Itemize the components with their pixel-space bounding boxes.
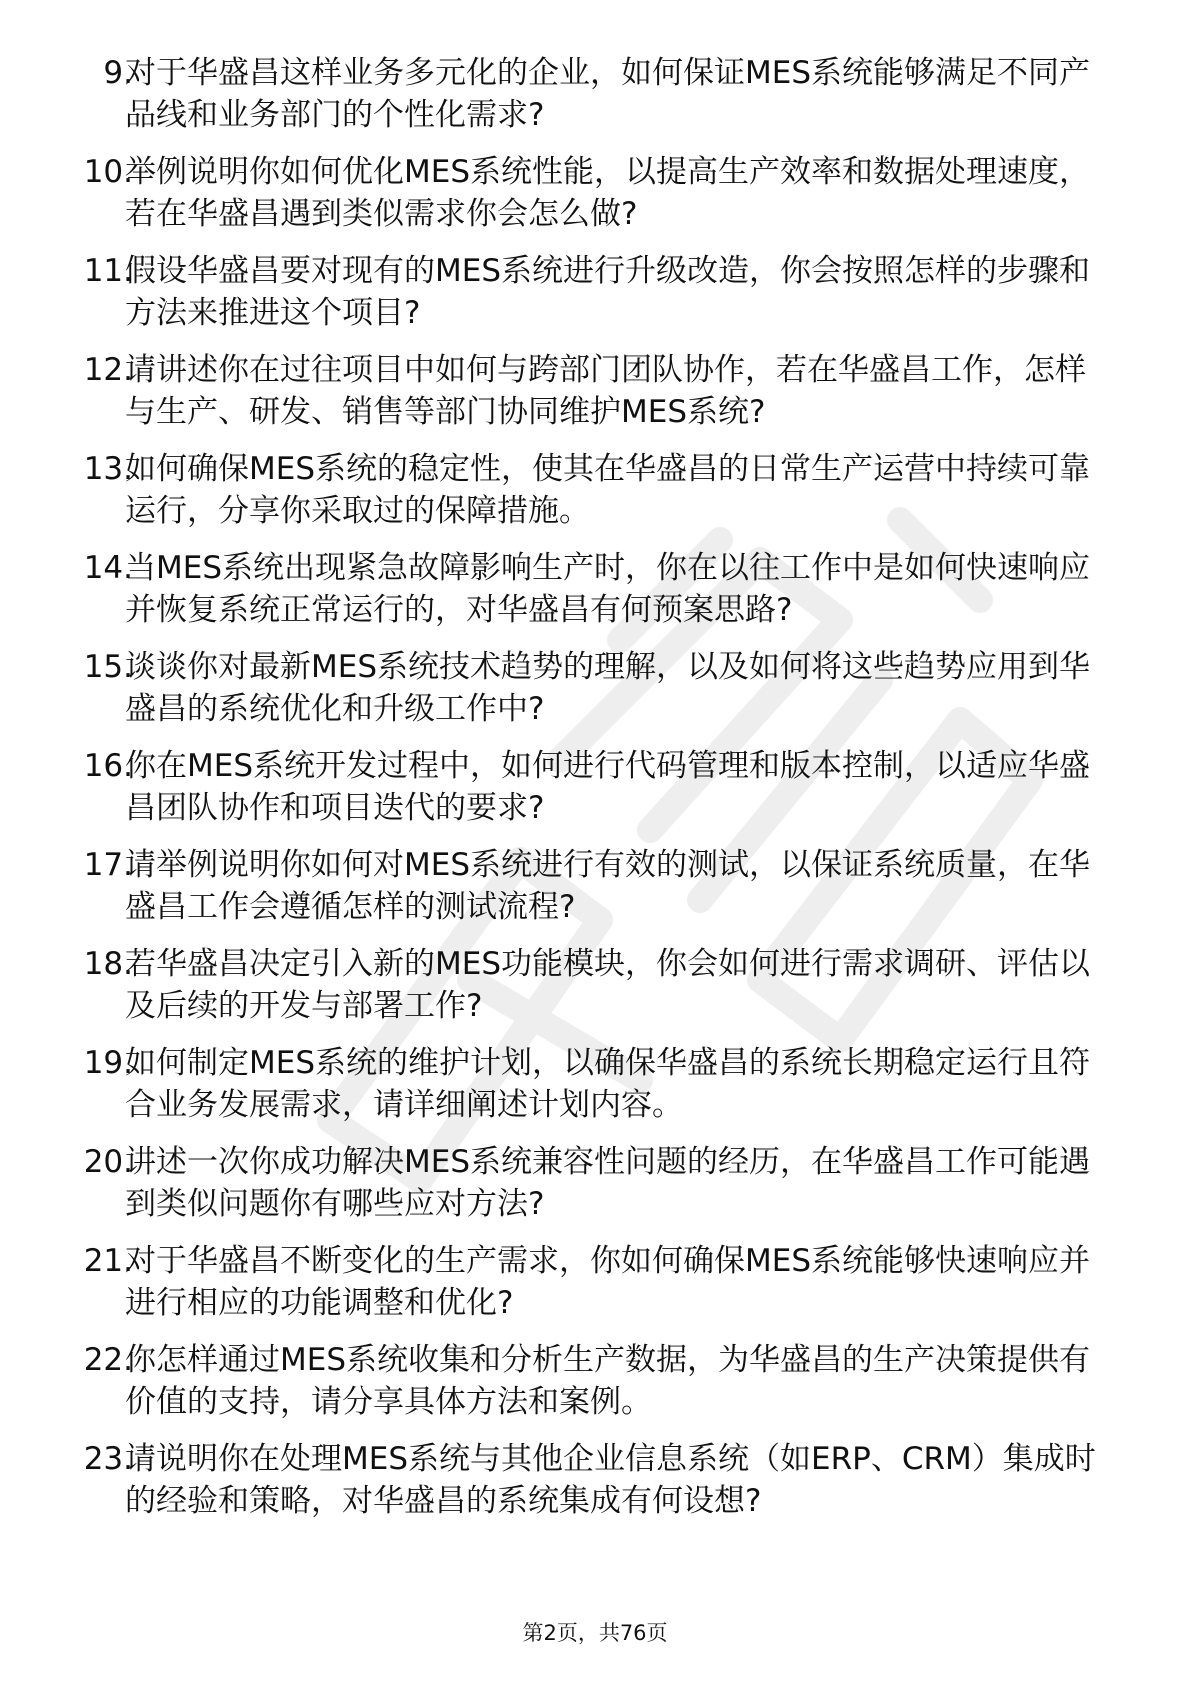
question-text: 谈谈你对最新MES系统技术趋势的理解，以及如何将这些趋势应用到华盛昌的系统优化和升级工作中? — [125, 649, 1091, 727]
list-item — [0, 52, 1190, 148]
question-number: 20. — [83, 1144, 133, 1180]
question-number: 9. — [103, 55, 133, 91]
list-item — [0, 1240, 1190, 1336]
question-number: 13. — [83, 451, 133, 487]
question-text: 当MES系统出现紧急故障影响生产时，你在以往工作中是如何快速响应并恢复系统正常运行的，对华盛昌有何预案思路? — [125, 550, 1091, 628]
question-number: 17. — [83, 847, 133, 883]
question-text: 你在MES系统开发过程中，如何进行代码管理和版本控制，以适应华盛昌团队协作和项目迭代的要求? — [125, 748, 1091, 826]
question-text: 你怎样通过MES系统收集和分析生产数据，为华盛昌的生产决策提供有价值的支持，请分享具体方法和案例。 — [125, 1342, 1091, 1420]
question-number: 15. — [83, 649, 133, 685]
question-text: 讲述一次你成功解决MES系统兼容性问题的经历，在华盛昌工作可能遇到类似问题你有哪些应对方法? — [125, 1144, 1091, 1222]
question-text: 请讲述你在过往项目中如何与跨部门团队协作，若在华盛昌工作，怎样与生产、研发、销售等部门协同维护MES系统? — [125, 352, 1086, 430]
list-item — [0, 151, 1190, 247]
list-item — [0, 1042, 1190, 1138]
list-item — [0, 1141, 1190, 1237]
question-number: 12. — [83, 352, 133, 388]
list-item — [0, 943, 1190, 1039]
page-number-footer: 第2页，共76页 — [522, 1621, 668, 1645]
question-text: 请举例说明你如何对MES系统进行有效的测试，以保证系统质量，在华盛昌工作会遵循怎样的测试流程? — [125, 847, 1091, 925]
list-item — [0, 547, 1190, 643]
question-number: 23. — [83, 1441, 133, 1477]
list-item — [0, 1339, 1190, 1435]
question-text: 假设华盛昌要对现有的MES系统进行升级改造，你会按照怎样的步骤和方法来推进这个项目? — [125, 253, 1091, 331]
question-number: 22. — [83, 1342, 133, 1378]
list-item — [0, 250, 1190, 346]
list-item — [0, 1438, 1190, 1534]
list-item — [0, 844, 1190, 940]
question-number: 14. — [83, 550, 133, 586]
question-text: 对于华盛昌这样业务多元化的企业，如何保证MES系统能够满足不同产品线和业务部门的个性化需求? — [125, 55, 1091, 133]
question-text: 如何确保MES系统的稳定性，使其在华盛昌的日常生产运营中持续可靠运行，分享你采取过的保障措施。 — [125, 451, 1091, 529]
list-item — [0, 349, 1190, 445]
question-text: 对于华盛昌不断变化的生产需求，你如何确保MES系统能够快速响应并进行相应的功能调整和优化? — [125, 1243, 1091, 1321]
list-item — [0, 646, 1190, 742]
question-number: 19. — [83, 1045, 133, 1081]
question-number: 16. — [83, 748, 133, 784]
question-text: 如何制定MES系统的维护计划，以确保华盛昌的系统长期稳定运行且符合业务发展需求，请详细阐述计划内容。 — [125, 1045, 1091, 1123]
question-number: 10. — [83, 154, 133, 190]
question-text: 若华盛昌决定引入新的MES功能模块，你会如何进行需求调研、评估以及后续的开发与部署工作? — [125, 946, 1091, 1024]
question-number: 11. — [83, 253, 133, 289]
question-text: 请说明你在处理MES系统与其他企业信息系统（如ERP、CRM）集成时的经验和策略，对华盛昌的系统集成有何设想? — [125, 1441, 1096, 1519]
list-item — [0, 448, 1190, 544]
question-number: 21. — [83, 1243, 133, 1279]
question-number: 18. — [83, 946, 133, 982]
question-text: 举例说明你如何优化MES系统性能，以提高生产效率和数据处理速度，若在华盛昌遇到类似需求你会怎么做? — [125, 154, 1091, 232]
question-list — [0, 52, 1190, 1537]
list-item — [0, 745, 1190, 841]
